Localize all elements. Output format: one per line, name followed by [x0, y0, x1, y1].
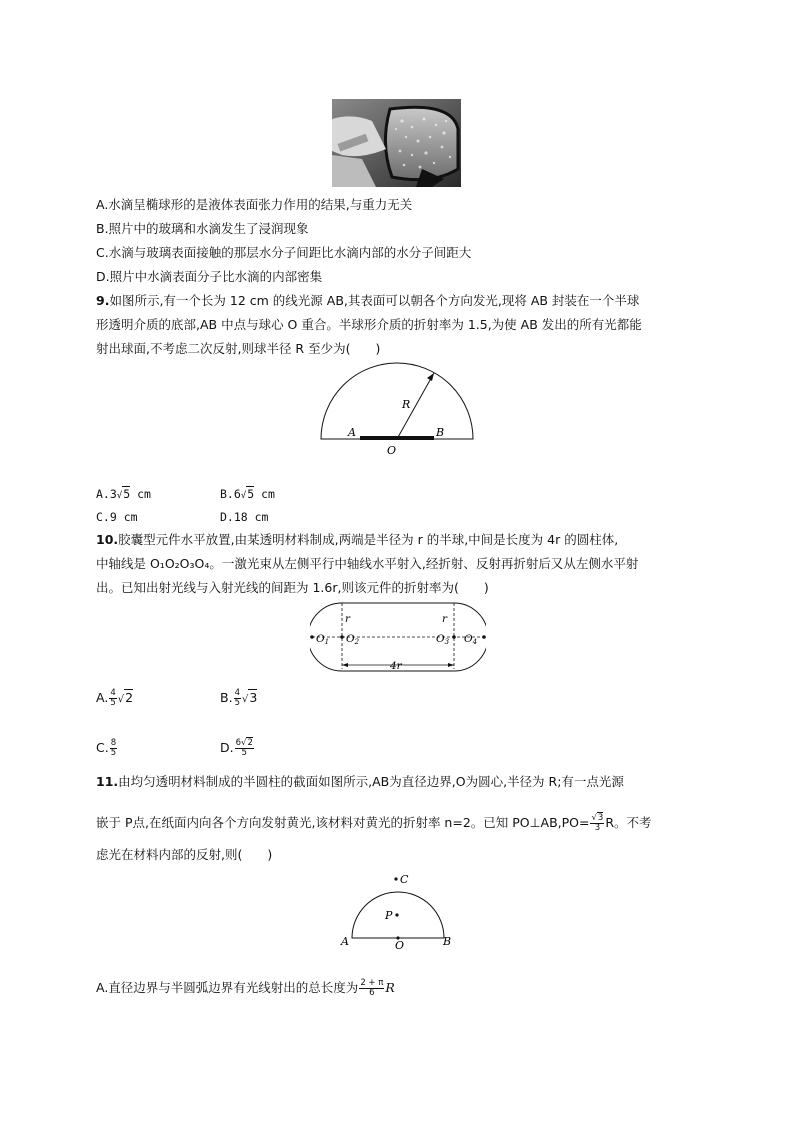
q9-stem-line-3: 射出球面,不考虑二次反射,则球半径 R 至少为( ) [96, 341, 381, 356]
q8-option-c: C.水滴与玻璃表面接触的那层水分子间距比水滴内部的水分子间距大 [96, 245, 472, 260]
q10-option-d-prefix: D. [220, 740, 234, 755]
radius-arrowhead [427, 373, 434, 381]
q10-option-a: A. $\frac{4}{5}$ √2 [96, 688, 134, 708]
q9-option-d: D.18 cm [220, 510, 269, 524]
q11-po-den: 3 [594, 823, 601, 833]
photo-illustration [332, 99, 461, 187]
q9-option-b-prefix: B.6 [220, 487, 241, 501]
label-o: O [395, 939, 405, 952]
q10-option-d-den: 5 [241, 748, 247, 758]
q10-stem-line-3: 出。已知出射光线与入射光线的间距为 1.6r,则该元件的折射率为( ) [96, 580, 489, 595]
q11-text-1: 由均匀透明材料制成的半圆柱的截面如图所示,AB为直径边界,O为圆心,半径为 R;有一点光源 [118, 774, 624, 789]
q11-stem-line-2 [96, 812, 652, 834]
q10-option-b-radicand: 3 [249, 690, 258, 705]
q10-option-c-num: 8 [110, 738, 117, 748]
q9-hemisphere-figure [316, 362, 478, 456]
label-r: R [402, 398, 411, 411]
hemisphere-outline [321, 363, 473, 439]
q10-option-b-den: 5 [234, 698, 240, 708]
q9-option-b-radicand: 5 [247, 487, 255, 501]
q10-option-b-num: 4 [234, 688, 240, 698]
q10-number: 10. [96, 532, 119, 547]
q10-option-b: B. $\frac{4}{5}$ √3 [220, 688, 258, 708]
q8-option-a: A.水滴呈椭球形的是液体表面张力作用的结果,与重力无关 [96, 197, 413, 212]
q11-option-a-num: 2 + π [360, 978, 384, 988]
q11-stem-line-1 [96, 774, 624, 790]
q11-po-num: √3 [591, 813, 604, 823]
q11-option-a [96, 976, 395, 1000]
label-b: B [443, 935, 452, 948]
q9-option-a-radicand: 5 [123, 487, 131, 501]
q11-option-a-tail: R [385, 980, 395, 995]
label-o2: O2 [346, 633, 360, 646]
q10-option-a-den: 5 [110, 698, 116, 708]
q10-stem-line-1 [96, 532, 618, 548]
q9-option-a-prefix: A.3 [96, 487, 117, 501]
q10-option-b-prefix: B. [220, 690, 233, 705]
q11-option-a-text: A.直径边界与半圆弧边界有光线射出的总长度为 [96, 980, 359, 995]
q10-option-d [220, 736, 255, 760]
q10-option-c-den: 5 [110, 748, 117, 758]
q9-stem-line-1 [96, 293, 639, 309]
label-o: O [387, 444, 397, 456]
q11-text-2a: 嵌于 P点,在纸面内向各个方向发射黄光,该材料对黄光的折射率 n=2。已知 PO⊥AB,PO= [96, 815, 590, 830]
q10-option-a-num: 4 [110, 688, 116, 698]
label-a: A [341, 935, 349, 948]
q10-option-a-radicand: 2 [125, 690, 134, 705]
q10-stem-line-2: 中轴线是 O₁O₂O₃O₄。一激光束从左侧平行中轴线水平射入,经折射、反射再折射后又从左侧水平射 [96, 556, 639, 571]
q10-capsule-figure [310, 601, 486, 673]
label-a: A [348, 426, 356, 439]
q8-option-b: B.照片中的玻璃和水滴发生了浸润现象 [96, 221, 309, 236]
q10-option-c-prefix: C. [96, 740, 109, 755]
q10-option-c [96, 736, 118, 760]
q10-option-d-num: 6√2 [235, 738, 253, 748]
label-c: C [400, 873, 409, 886]
label-b: B [436, 426, 445, 439]
label-p: P [385, 909, 393, 922]
label-r-left: r [345, 613, 351, 625]
q11-stem-line-3: 虑光在材料内部的反射,则( ) [96, 847, 273, 862]
q11-semicylinder-figure [340, 868, 458, 952]
point-c [394, 877, 397, 880]
q10-text-1: 胶囊型元件水平放置,由某透明材料制成,两端是半径为 r 的半球,中间是长度为 4r 的圆柱体, [118, 532, 619, 547]
q9-option-b-unit: cm [254, 487, 275, 501]
label-o1: O1 [316, 633, 330, 646]
q11-option-a-den: 6 [369, 988, 375, 998]
q8-option-d: D.照片中水滴表面分子比水滴的内部密集 [96, 269, 323, 284]
label-o4: O4 [464, 633, 478, 646]
q11-text-2b: R。不考 [605, 815, 652, 830]
point-p [395, 913, 398, 916]
q9-option-a: A.3√5 cm [96, 487, 151, 501]
label-o3: O3 [436, 633, 450, 646]
label-4r: 4r [390, 660, 402, 672]
q10-option-a-prefix: A. [96, 690, 109, 705]
q11-number: 11. [96, 774, 119, 789]
q9-stem-line-2: 形透明介质的底部,AB 中点与球心 O 重合。半球形介质的折射率为 1.5,为使 AB 发出的所有光都能 [96, 317, 642, 332]
q9-number: 9. [96, 293, 110, 308]
photo-water-drops-on-mirror [332, 99, 461, 187]
label-r-right: r [442, 613, 448, 625]
q9-option-c: C.9 cm [96, 510, 138, 524]
q9-text-1: 如图所示,有一个长为 12 cm 的线光源 AB,其表面可以朝各个方向发光,现将 AB 封装在一个半球 [109, 293, 640, 308]
q9-option-a-unit: cm [130, 487, 151, 501]
q9-option-b: B.6√5 cm [220, 487, 275, 501]
